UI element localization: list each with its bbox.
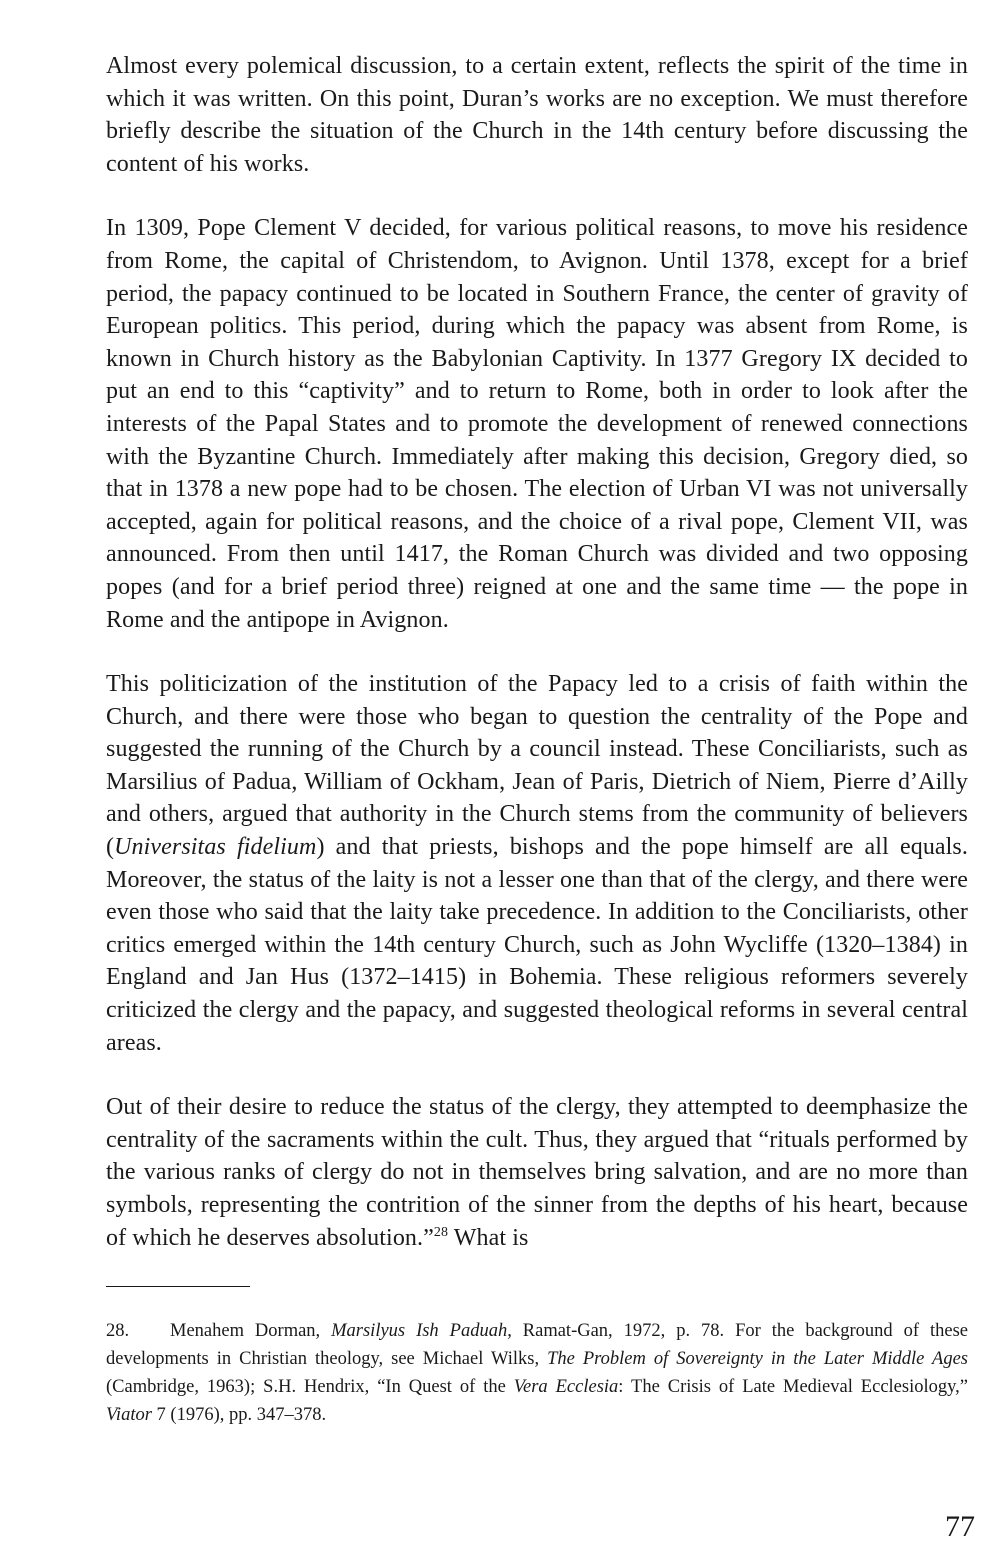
footnote-text-3: (Cambridge, 1963); S.H. Hendrix, “In Quest of the	[106, 1377, 514, 1398]
footnote-italic-2: The Problem of Sovereignty in the Later Middle Ages	[547, 1349, 968, 1370]
footnote-text-4: : The Crisis of Late Medieval Ecclesiology,”	[618, 1377, 968, 1398]
footnote-divider	[106, 1286, 250, 1287]
footnote-reference: 28	[433, 1224, 449, 1240]
footnote-text-2: , Ramat-Gan, 1972, p. 78. For the background of these developments in Christian theology, see Michael Wilks,	[106, 1321, 968, 1370]
paragraph-4	[106, 1091, 968, 1254]
page-body	[106, 50, 968, 1429]
footnote-text-1: Menahem Dorman,	[170, 1321, 332, 1342]
footnote-italic-3: Vera Ecclesia	[513, 1377, 619, 1398]
paragraph-3-text-a: This politicization of the institution of the Papacy led to a crisis of faith within the Church, and there were those who began to question the centrality of the Pope and suggested the running of the Church by a council instead. These Conciliarists, such as Marsilius of Padua, William of Ockham, Jean of Paris, Dietrich of Niem, Pierre d’Ailly and others, argued that authority in the Church stems from the community of believers (	[106, 671, 968, 861]
paragraph-2: In 1309, Pope Clement V decided, for various political reasons, to move his residence from Rome, the capital of Christendom, to Avignon. Until 1378, except for a brief period, the papacy continued to be located in Southern France, the center of gravity of European politics. This period, during which the papacy was absent from Rome, is known in Church history as the Babylonian Captivity. In 1377 Gregory IX decided to put an end to this “captivity” and to return to Rome, both in order to look after the interests of the Papal States and to promote the development of renewed connections with the Byzantine Church. Immediately after making this decision, Gregory died, so that in 1378 a new pope had to be chosen. The election of Urban VI was not universally accepted, again for political reasons, and the choice of a rival pope, Clement VII, was announced. From then until 1417, the Roman Church was divided and two opposing popes (and for a brief period three) reigned at one and the same time — the pope in Rome and the antipope in Avignon.	[106, 215, 968, 633]
footnote-italic-1: Marsilyus Ish Paduah	[331, 1321, 508, 1342]
footnote	[106, 1317, 968, 1429]
paragraph-4-tail: What is	[448, 1224, 529, 1251]
paragraph-3-italic: Universitas fidelium	[114, 834, 317, 861]
paragraph-3	[106, 668, 968, 1059]
paragraph-1: Almost every polemical discussion, to a certain extent, reflects the spirit of the time in which it was written. On this point, Duran’s works are no exception. We must therefore briefly describe the situation of the Church in the 14th century before discussing the content of his works.	[106, 53, 968, 177]
footnote-text-5: 7 (1976), pp. 347–378.	[151, 1405, 327, 1426]
footnote-number: 28.	[106, 1321, 130, 1342]
paragraph-3-text-b: ) and that priests, bishops and the pope himself are all equals. Moreover, the status of the laity is not a lesser one than that of the clergy, and there were even those who said that the laity take precedence. In addition to the Conciliarists, other critics emerged within the 14th century Church, such as John Wycliffe (1320–1384) in England and Jan Hus (1372–1415) in Bohemia. These religious reformers severely criticized the clergy and the papacy, and suggested theological reforms in several central areas.	[106, 834, 968, 1056]
page-number: 77	[945, 1510, 975, 1543]
footnote-italic-4: Viator	[106, 1405, 152, 1426]
paragraph-4-text: Out of their desire to reduce the status of the clergy, they attempted to deemphasize the centrality of the sacraments within the cult. Thus, they argued that “rituals performed by the various ranks of clergy do not in themselves bring salvation, and are no more than symbols, representing the contrition of the sinner from the depths of his heart, because of which he deserves absolution.”	[106, 1094, 968, 1251]
